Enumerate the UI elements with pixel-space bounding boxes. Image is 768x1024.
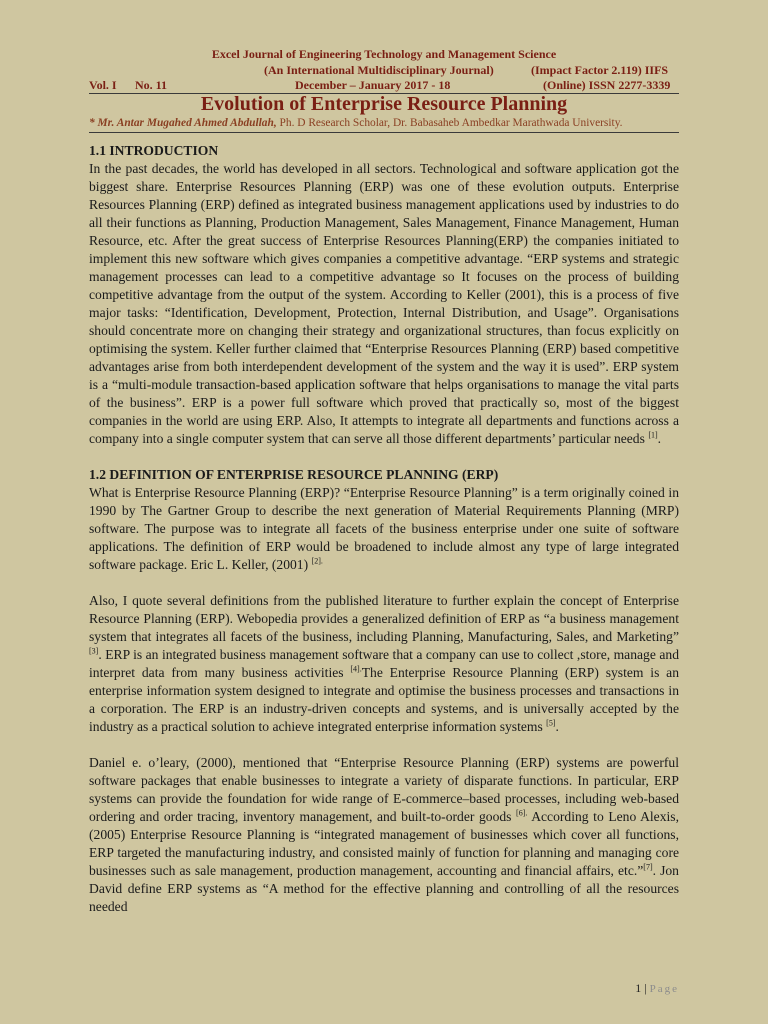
citation: [7] [643,862,653,872]
journal-subtitle: (An International Multidisciplinary Journal) [264,63,494,77]
impact-factor: (Impact Factor 2.119) IIFS [531,63,669,77]
section-heading-definition: 1.2 DEFINITION OF ENTERPRISE RESOURCE PLANNING (ERP) [89,467,499,482]
citation: [2]. [311,556,323,566]
author-name: * Mr. Antar Mugahed Ahmed Abdullah, [89,117,277,129]
citation: [3] [89,646,99,656]
article-title: Evolution of Enterprise Resource Planning [200,93,568,115]
citation: [4]. [350,664,362,674]
citation: [6]. [516,808,528,818]
citation: [5] [546,718,556,728]
author-line [89,116,689,130]
page-number: 1 [635,981,642,995]
issn: (Online) ISSN 2277-3339 [543,78,671,92]
issue-date: December – January 2017 - 18 [295,78,451,92]
paragraph: Daniel e. o’leary, (2000), mentioned that “Enterprise Resource Planning (ERP) systems are powerful software packages that enable businesses to integrate a variety of disparate functions. In particular, ERP systems can provide the foundation for wide range of E-commerce–based processes, including web-based ordering and order tracing, inventory management, and built-to-order goods $^{[6].}$ According to Leno Alexis, (2005) Enterprise Resource Planning is “integrated management of businesses which cover all functions, ERP targeted the manufacturing industry, and consisted mainly of function for planning and managing core businesses such as sale management, production management, accounting and financial affairs, etc.”[7]. Jon David define ERP systems as “A method for the effective planning and controlling of all the resources needed [89,755,679,914]
section-heading-introduction: 1.1 INTRODUCTION [89,143,219,158]
citation: [1] [648,430,658,440]
volume: Vol. I [89,78,117,92]
issue-number: No. 11 [135,78,168,92]
paragraph: In the past decades, the world has developed in all sectors. Technological and software application got the biggest share. Enterprise Resources Planning (ERP) was one of these evolution outputs. Enterprise Resources Planning (ERP) defined as integrated business management applications used by industries to do all their functions as Planning, Production Management, Sales Management, Finance Management, Human Resource, etc. After the great success of Enterprise Resources Planning(ERP) the companies initiated to implement this new software which gives companies a competitive advantage. “ERP systems and strategic management processes can lead to a competitive advantage so It focuses on the process of building competitive advantage from the output of the system. According to Keller (2001), this is a process of five major tasks: “Identification, Development, Protection, Internal Distribution, and Usage”. Organisations should concentrate more on changing their strategy and organizational structures, than focus explicitly on optimising the system. Keller further claimed that “Enterprise Resources Planning (ERP) based competitive advantages arise from both interdependent development of the system and the way it is used”. ERP system is a “multi-module transaction-based application software that helps organisations to manage the vital parts of the business”. ERP is a power full software which proved that practically so, most of the biggest companies in the world are using ERP. Also, It attempts to integrate all departments and functions across a company into a single computer system that can serve all those different departments’ particular needs [1]. [89,161,679,446]
paragraph: What is Enterprise Resource Planning (ERP)? “Enterprise Resource Planning” is a term originally coined in 1990 by The Gartner Group to describe the next generation of Material Requirements Planning (MRP) software. The purpose was to integrate all facets of the business enterprise under one suite of software applications. The definition of ERP would be broadened to include almost any type of large integrated software package. Eric L. Keller, (2001) $^{[2].}$ [89,485,679,572]
author-affiliation: Ph. D Research Scholar, Dr. Babasaheb Ambedkar Marathwada University. [276,117,623,129]
page-label: Page [649,983,679,995]
title-rule [89,132,679,133]
paragraph: Also, I quote several definitions from the published literature to further explain the concept of Enterprise Resource Planning (ERP). Webopedia provides a generalized definition of ERP as “a business management system that integrates all facets of the business, including Planning, Manufacturing, Sales, and Marketing” [3]. ERP is an integrated business management software that a company can use to collect ,store, manage and interpret data from many business activities $^{[4].}$The Enterprise Resource Planning (ERP) system is an enterprise information system designed to integrate and optimise the business processes and transactions in a corporation. The ERP is an industry-driven concepts and systems, and is universally accepted by the industry as a practical solution to achieve integrated enterprise information systems [5]. [89,593,680,734]
page-footer: 1 | Page [635,981,679,995]
article-body [89,142,679,916]
journal-name: Excel Journal of Engineering Technology and Management Science [211,47,557,61]
